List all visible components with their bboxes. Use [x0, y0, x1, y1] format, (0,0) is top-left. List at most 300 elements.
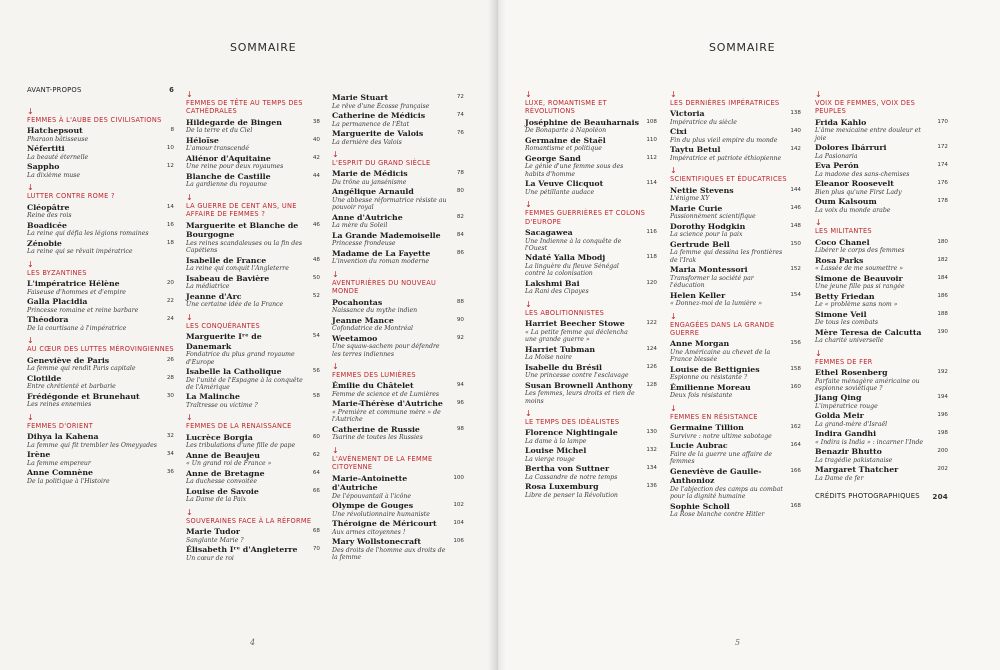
entry-subtitle: La tragédie pakistanaise: [815, 457, 893, 465]
toc-entry[interactable]: [332, 187, 464, 211]
entry-subtitle: La Moïse noire: [525, 354, 572, 362]
toc-entry[interactable]: [186, 545, 320, 562]
toc-entry[interactable]: [525, 136, 657, 153]
entry-name: Dihya la Kahena: [27, 432, 99, 442]
toc-entry[interactable]: [670, 222, 801, 239]
toc-entry[interactable]: [332, 169, 464, 186]
entry-subtitle: Pharaon bâtisseuse: [27, 136, 89, 143]
entry-name: Rosa Luxemburg: [525, 482, 599, 492]
toc-entry[interactable]: [525, 381, 657, 405]
toc-entry[interactable]: [815, 197, 948, 214]
entry-name: Mère Teresa de Calcutta: [815, 327, 922, 337]
entry-page-number: 14: [166, 203, 174, 210]
toc-entry[interactable]: [670, 291, 801, 308]
toc-entry[interactable]: [332, 129, 464, 146]
toc-entry[interactable]: [186, 392, 320, 409]
entry-page-number: 124: [646, 345, 657, 352]
entry-subtitle: Transformer la société par l'éducation: [670, 274, 754, 290]
toc-entry[interactable]: [525, 319, 657, 343]
toc-entry[interactable]: [186, 451, 320, 468]
entry-page-number: 120: [646, 279, 657, 286]
entry-subtitle: Deux fois résistante: [670, 392, 733, 400]
toc-entry[interactable]: [332, 474, 464, 501]
entry-page-number: 76: [456, 130, 464, 136]
toc-entry[interactable]: [186, 487, 320, 504]
entry-page-number: 30: [166, 392, 174, 399]
toc-entry[interactable]: [27, 279, 174, 296]
section-header: [670, 91, 801, 107]
down-arrow-icon: ↓: [815, 90, 822, 99]
toc-entry[interactable]: [525, 118, 657, 135]
entry-name: Simone Veil: [815, 309, 867, 319]
entry-page-number: 174: [937, 162, 948, 169]
entry-name: Coco Chanel: [815, 237, 870, 247]
entry-subtitle: Du trône au jansénisme: [332, 179, 407, 186]
entry-page-number: 154: [790, 291, 801, 298]
toc-entry[interactable]: [186, 527, 320, 544]
section-header: [27, 414, 174, 430]
entry-page-number: 176: [937, 180, 948, 187]
entry-subtitle: Une jeune fille pas si rangée: [815, 283, 905, 291]
down-arrow-icon: ↓: [27, 336, 34, 346]
entry-page-number: 126: [646, 363, 657, 370]
toc-entry[interactable]: [186, 136, 320, 153]
toc-entry[interactable]: [186, 274, 320, 291]
section-header: [27, 261, 174, 277]
entry-name: Catherine de Russie: [332, 424, 420, 434]
entry-page-number: 90: [456, 316, 464, 323]
toc-entry[interactable]: [670, 467, 801, 501]
down-arrow-icon: ↓: [27, 183, 34, 193]
entry-page-number: 116: [646, 229, 657, 236]
toc-entry[interactable]: [332, 213, 464, 230]
toc-entry[interactable]: [525, 279, 657, 296]
entry-subtitle: Une révolutionnaire humaniste: [332, 510, 430, 518]
toc-entry[interactable]: [670, 365, 801, 382]
entry-name: Rosa Parks: [815, 255, 864, 265]
section-title: LA GUERRE DE CENT ANS, UNE AFFAIRE DE FEMMES ?: [186, 201, 297, 219]
entry-page-number: 192: [937, 369, 948, 376]
section-title: FEMMES DE LA RENAISSANCE: [186, 422, 292, 431]
entry-page-number: 98: [456, 425, 464, 432]
entry-page-number: 48: [312, 256, 320, 263]
section-title: FEMMES DE FER: [815, 357, 873, 366]
entry-subtitle: « La petite femme qui déclencha une grande guerre »: [525, 328, 628, 344]
toc-entry[interactable]: [525, 482, 657, 499]
entry-name: Élisabeth Iʳᵉ d'Angleterre: [186, 545, 298, 555]
toc-entry[interactable]: [332, 425, 464, 442]
toc-entry[interactable]: [27, 203, 174, 220]
toc-entry[interactable]: [670, 240, 801, 264]
entry-page-number: 104: [453, 520, 464, 527]
toc-entry[interactable]: [332, 93, 464, 110]
section-header: [332, 271, 464, 296]
entry-subtitle: De la courtisane à l'impératrice: [27, 324, 127, 332]
entry-page-number: 50: [312, 274, 320, 281]
down-arrow-icon: ↓: [815, 348, 822, 358]
toc-column-1: [525, 86, 657, 500]
entry-subtitle: Femme de science et de Lumières: [332, 391, 440, 399]
credits-link[interactable]: [815, 492, 948, 500]
section-title: FEMMES À L'AUBE DES CIVILISATIONS: [27, 116, 162, 124]
entry-name: Frida Kahlo: [815, 117, 867, 127]
entry-name: Catherine de Médicis: [332, 111, 426, 120]
entry-subtitle: De la politique à l'Histoire: [27, 477, 110, 485]
toc-entry[interactable]: [332, 519, 464, 536]
toc-entry[interactable]: [525, 253, 657, 277]
toc-entry[interactable]: [186, 469, 320, 486]
entry-name: Isabeau de Bavière: [186, 273, 270, 283]
toc-entry[interactable]: [27, 239, 174, 256]
entry-name: Marie Tudor: [186, 527, 240, 537]
entry-name: Taytu Betul: [670, 145, 721, 155]
entry-name: Eva Perón: [815, 161, 859, 171]
toc-entry[interactable]: [27, 356, 174, 373]
entry-subtitle: Fondatrice du plus grand royaume d'Europe: [186, 351, 295, 366]
toc-entry[interactable]: [186, 292, 320, 309]
section-header: [815, 350, 948, 366]
entry-subtitle: Bien plus qu'une First Lady: [815, 188, 902, 196]
avant-propos-link[interactable]: [27, 86, 174, 94]
down-arrow-icon: ↓: [186, 312, 193, 322]
entry-subtitle: La science pour la paix: [670, 231, 743, 239]
entry-subtitle: Princesse frondeuse: [332, 240, 396, 248]
entry-subtitle: Un cœur de roi: [186, 554, 234, 562]
toc-entry[interactable]: [815, 310, 948, 327]
toc-entry[interactable]: [525, 154, 657, 178]
entry-page-number: 58: [312, 393, 320, 400]
entry-subtitle: La femme qui fit trembler les Omeyyades: [27, 441, 157, 449]
entry-name: Anne de Beaujeu: [186, 450, 260, 460]
entry-subtitle: Les femmes, leurs droits et rien de moins: [525, 390, 635, 405]
entry-page-number: 94: [456, 382, 464, 389]
entry-name: Weetamoo: [332, 333, 378, 343]
toc-column-3: [815, 86, 948, 500]
toc-entry[interactable]: [815, 238, 948, 255]
entry-name: Florence Nightingale: [525, 428, 618, 438]
entry-name: Maria Montessori: [670, 265, 748, 275]
entry-name: Eleanor Roosevelt: [815, 179, 894, 189]
entry-page-number: 86: [456, 249, 464, 256]
entry-page-number: 110: [646, 136, 657, 143]
toc-entry[interactable]: [670, 204, 801, 221]
down-arrow-icon: ↓: [186, 192, 193, 202]
section-title: AVENTURIÈRES DU NOUVEAU MONDE: [332, 278, 437, 296]
entry-subtitle: Impératrice et patriote éthiopienne: [670, 155, 782, 162]
entry-subtitle: La reine qui conquit l'Angleterre: [186, 265, 289, 273]
entry-page-number: 42: [312, 154, 320, 161]
entry-subtitle: Une squaw-sachem pour défendre les terres indiennes: [332, 343, 440, 358]
entry-subtitle: La duchesse convoitée: [186, 478, 257, 486]
entry-name: Héloïse: [186, 135, 219, 145]
avant-propos-label: AVANT-PROPOS: [27, 86, 82, 94]
page-number: 5: [735, 638, 741, 647]
entry-page-number: 46: [312, 221, 320, 228]
entry-subtitle: « Indira is India » : incarner l'Inde: [815, 439, 924, 447]
entry-name: Simone de Beauvoir: [815, 273, 903, 283]
toc-entry[interactable]: [815, 179, 948, 196]
entry-page-number: 172: [937, 144, 948, 151]
entry-page-number: 16: [166, 221, 174, 228]
toc-entry[interactable]: [815, 411, 948, 428]
toc-entry[interactable]: [332, 537, 464, 561]
entry-page-number: 72: [456, 94, 464, 100]
toc-entry[interactable]: [332, 381, 464, 398]
entry-name: Néfertiti: [27, 144, 65, 154]
toc-entry[interactable]: [815, 328, 948, 345]
entry-subtitle: Une Américaine au chevet de la France blessée: [670, 349, 771, 364]
section-title: LE TEMPS DES IDÉALISTES: [525, 418, 620, 427]
section-header: [332, 363, 464, 379]
entry-page-number: 78: [456, 170, 464, 177]
down-arrow-icon: ↓: [815, 218, 822, 228]
entry-subtitle: De l'abjection des camps au combat pour la dignité humaine: [670, 485, 783, 501]
entry-name: Lucie Aubrac: [670, 441, 728, 451]
entry-subtitle: L'amour transcendé: [186, 145, 250, 153]
toc-entry[interactable]: [186, 118, 320, 135]
section-header: [525, 410, 657, 426]
toc-entry[interactable]: [815, 274, 948, 291]
toc-entry[interactable]: [27, 126, 174, 143]
toc-entry[interactable]: [27, 392, 174, 409]
entry-name: Émilienne Moreau: [670, 382, 751, 392]
toc-entry[interactable]: [670, 145, 801, 162]
entry-page-number: 140: [790, 128, 801, 135]
entry-page-number: 44: [312, 172, 320, 179]
entry-subtitle: La vierge rouge: [525, 456, 575, 464]
toc-entry[interactable]: [332, 249, 464, 266]
entry-page-number: 160: [790, 383, 801, 390]
toc-entry[interactable]: [670, 423, 801, 440]
entry-name: La Veuve Clicquot: [525, 179, 604, 189]
toc-entry[interactable]: [670, 383, 801, 400]
entry-subtitle: La Dame de la Paix: [186, 496, 247, 504]
section-header: [27, 108, 174, 124]
entry-page-number: 194: [937, 394, 948, 401]
toc-entry[interactable]: [670, 109, 801, 126]
toc-entry[interactable]: [525, 363, 657, 380]
entry-subtitle: Une Indienne à la conquête de l'Ouest: [525, 237, 622, 253]
entry-name: Isabelle du Brésil: [525, 362, 602, 372]
entry-subtitle: Le « problème sans nom »: [815, 301, 898, 309]
toc-entry[interactable]: [815, 143, 948, 160]
down-arrow-icon: ↓: [670, 90, 677, 99]
entry-name: Margaret Thatcher: [815, 465, 899, 475]
entry-page-number: 128: [646, 381, 657, 388]
toc-entry[interactable]: [815, 429, 948, 446]
toc-entry[interactable]: [186, 433, 320, 450]
toc-entry[interactable]: [332, 316, 464, 333]
toc-entry[interactable]: [815, 292, 948, 309]
entry-page-number: 150: [790, 240, 801, 247]
section-title: LUTTER CONTRE ROME ?: [27, 192, 115, 201]
section-title: FEMMES GUERRIÈRES ET COLONS D'EUROPE: [525, 209, 646, 226]
credits-label: CRÉDITS PHOTOGRAPHIQUES: [815, 492, 920, 501]
entry-subtitle: L'énigme XY: [670, 195, 710, 203]
section-title: FEMMES D'ORIENT: [27, 421, 94, 430]
toc-entry[interactable]: [186, 256, 320, 273]
entry-page-number: 20: [166, 280, 174, 287]
entry-page-number: 100: [453, 474, 464, 481]
entry-subtitle: La grand-mère d'Israël: [815, 421, 888, 429]
entry-page-number: 32: [166, 433, 174, 440]
credits-page: 204: [932, 492, 948, 502]
toc-entry[interactable]: [670, 186, 801, 203]
entry-subtitle: Tsarine de toutes les Russies: [332, 434, 423, 442]
entry-name: Théroigne de Méricourt: [332, 519, 437, 529]
entry-subtitle: Une abbesse réformatrice résiste au pouvoir royal: [332, 197, 447, 212]
entry-subtitle: La Cassandre de notre temps: [525, 474, 618, 482]
down-arrow-icon: ↓: [186, 90, 193, 99]
section-title: LES CONQUÉRANTES: [186, 321, 260, 330]
entry-name: Golda Meir: [815, 411, 864, 421]
section-title: SCIENTIFIQUES ET ÉDUCATRICES: [670, 175, 787, 184]
entry-name: Olympe de Gouges: [332, 501, 414, 511]
toc-entry[interactable]: [27, 374, 174, 391]
entry-page-number: 170: [937, 118, 948, 125]
down-arrow-icon: ↓: [525, 200, 532, 210]
entry-name: Louise Michel: [525, 446, 587, 456]
entry-page-number: 148: [790, 222, 801, 229]
entry-name: Pocahontas: [332, 297, 383, 307]
entry-subtitle: « Lassée de me soumettre »: [815, 265, 904, 273]
toc-entry[interactable]: [815, 118, 948, 142]
toc-entry[interactable]: [525, 228, 657, 252]
toc-entry[interactable]: [815, 393, 948, 410]
entry-page-number: 202: [937, 466, 948, 473]
entry-subtitle: Traîtresse ou victime ?: [186, 402, 258, 410]
entry-subtitle: La dernière des Valois: [332, 138, 402, 146]
entry-name: Clotilde: [27, 373, 62, 383]
toc-entry[interactable]: [186, 172, 320, 189]
entry-page-number: 166: [790, 467, 801, 474]
toc-entry[interactable]: [525, 345, 657, 362]
toc-entry[interactable]: [186, 221, 320, 255]
section-title: FEMMES EN RÉSISTANCE: [670, 412, 758, 421]
toc-entry[interactable]: [670, 265, 801, 289]
entry-subtitle: L'âme mexicaine entre douleur et joie: [815, 127, 921, 142]
toc-entry[interactable]: [815, 447, 948, 464]
toc-entry[interactable]: [186, 332, 320, 366]
entry-name: Marguerite de Valois: [332, 129, 424, 138]
toc-entry[interactable]: [815, 465, 948, 482]
entry-subtitle: Une pétillante audace: [525, 188, 595, 196]
entry-name: Isabelle de France: [186, 255, 267, 265]
entry-subtitle: Cofondatrice de Montréal: [332, 325, 414, 333]
toc-entry[interactable]: [186, 154, 320, 171]
entry-name: Jiang Qing: [815, 393, 862, 403]
book-gutter: [488, 0, 506, 670]
entry-subtitle: De la terre et du Ciel: [186, 127, 253, 135]
down-arrow-icon: ↓: [186, 507, 193, 517]
entry-page-number: 84: [456, 231, 464, 238]
down-arrow-icon: ↓: [186, 413, 193, 423]
entry-page-number: 182: [937, 256, 948, 263]
toc-entry[interactable]: [815, 256, 948, 273]
entry-subtitle: Une reine pour deux royaumes: [186, 163, 284, 171]
section-header: [186, 194, 320, 219]
toc-entry[interactable]: [332, 399, 464, 423]
toc-entry[interactable]: [27, 144, 174, 161]
toc-entry[interactable]: [332, 231, 464, 248]
entry-subtitle: Romantisme et politique: [525, 145, 602, 153]
toc-entry[interactable]: [815, 161, 948, 178]
toc-entry[interactable]: [670, 441, 801, 465]
toc-entry[interactable]: [670, 502, 801, 519]
entry-name: Ethel Rosenberg: [815, 368, 888, 378]
section-header: [186, 414, 320, 430]
entry-page-number: 184: [937, 274, 948, 281]
section-title: LES DERNIÈRES IMPÉRATRICES: [670, 99, 780, 107]
entry-page-number: 178: [937, 198, 948, 205]
toc-entry[interactable]: [525, 428, 657, 445]
toc-entry[interactable]: [27, 432, 174, 449]
toc-entry[interactable]: [186, 367, 320, 391]
entry-name: Frédégonde et Brunehaut: [27, 391, 140, 401]
entry-name: Marie Stuart: [332, 93, 389, 102]
section-header: [670, 405, 801, 421]
entry-page-number: 18: [166, 239, 174, 246]
entry-page-number: 10: [166, 145, 174, 152]
entry-name: Cléopâtre: [27, 202, 70, 212]
entry-name: Germaine Tillion: [670, 423, 744, 433]
toc-entry[interactable]: [332, 334, 464, 358]
entry-page-number: 114: [646, 180, 657, 187]
toc-entry[interactable]: [525, 464, 657, 481]
toc-entry[interactable]: [27, 297, 174, 314]
entry-page-number: 38: [312, 118, 320, 125]
toc-entry[interactable]: [332, 501, 464, 518]
down-arrow-icon: ↓: [670, 166, 677, 176]
entry-page-number: 96: [456, 400, 464, 407]
entry-name: Nettie Stevens: [670, 185, 734, 195]
entry-name: Aliénor d'Aquitaine: [186, 153, 271, 163]
entry-subtitle: Le génie d'une femme sous des habits d'homme: [525, 163, 624, 178]
entry-subtitle: La linguère du fleuve Sénégal contre la colonisation: [525, 263, 619, 278]
toc-entry[interactable]: [27, 450, 174, 467]
toc-entry[interactable]: [670, 127, 801, 144]
toc-entry[interactable]: [27, 468, 174, 485]
toc-entry[interactable]: [332, 111, 464, 128]
down-arrow-icon: ↓: [332, 362, 339, 372]
entry-page-number: 22: [166, 298, 174, 305]
entry-name: Anne de Bretagne: [186, 468, 265, 478]
entry-name: Gertrude Bell: [670, 239, 730, 249]
toc-entry[interactable]: [670, 339, 801, 363]
entry-name: Sophie Scholl: [670, 501, 730, 511]
section-title: LES ABOLITIONNISTES: [525, 308, 605, 317]
entry-page-number: 92: [456, 334, 464, 341]
toc-entry[interactable]: [815, 368, 948, 392]
entry-subtitle: Espionne ou résistante ?: [670, 374, 748, 382]
toc-entry[interactable]: [525, 179, 657, 196]
toc-entry[interactable]: [27, 315, 174, 332]
entry-subtitle: « Un grand roi de France »: [186, 460, 272, 468]
section-header: [332, 151, 464, 167]
section-title: FEMMES DE TÊTE AU TEMPS DES CATHÉDRALES: [186, 99, 303, 116]
entry-name: Angélique Arnauld: [332, 187, 414, 197]
entry-page-number: 136: [646, 483, 657, 490]
entry-page-number: 138: [790, 110, 801, 117]
toc-entry[interactable]: [27, 162, 174, 179]
toc-entry[interactable]: [525, 446, 657, 463]
toc-entry[interactable]: [27, 221, 174, 238]
entry-name: Bertha von Suttner: [525, 464, 610, 474]
entry-name: Geneviève de Paris: [27, 355, 110, 365]
entry-page-number: 146: [790, 204, 801, 211]
toc-entry[interactable]: [332, 298, 464, 315]
entry-name: Marie de Médicis: [332, 169, 408, 179]
